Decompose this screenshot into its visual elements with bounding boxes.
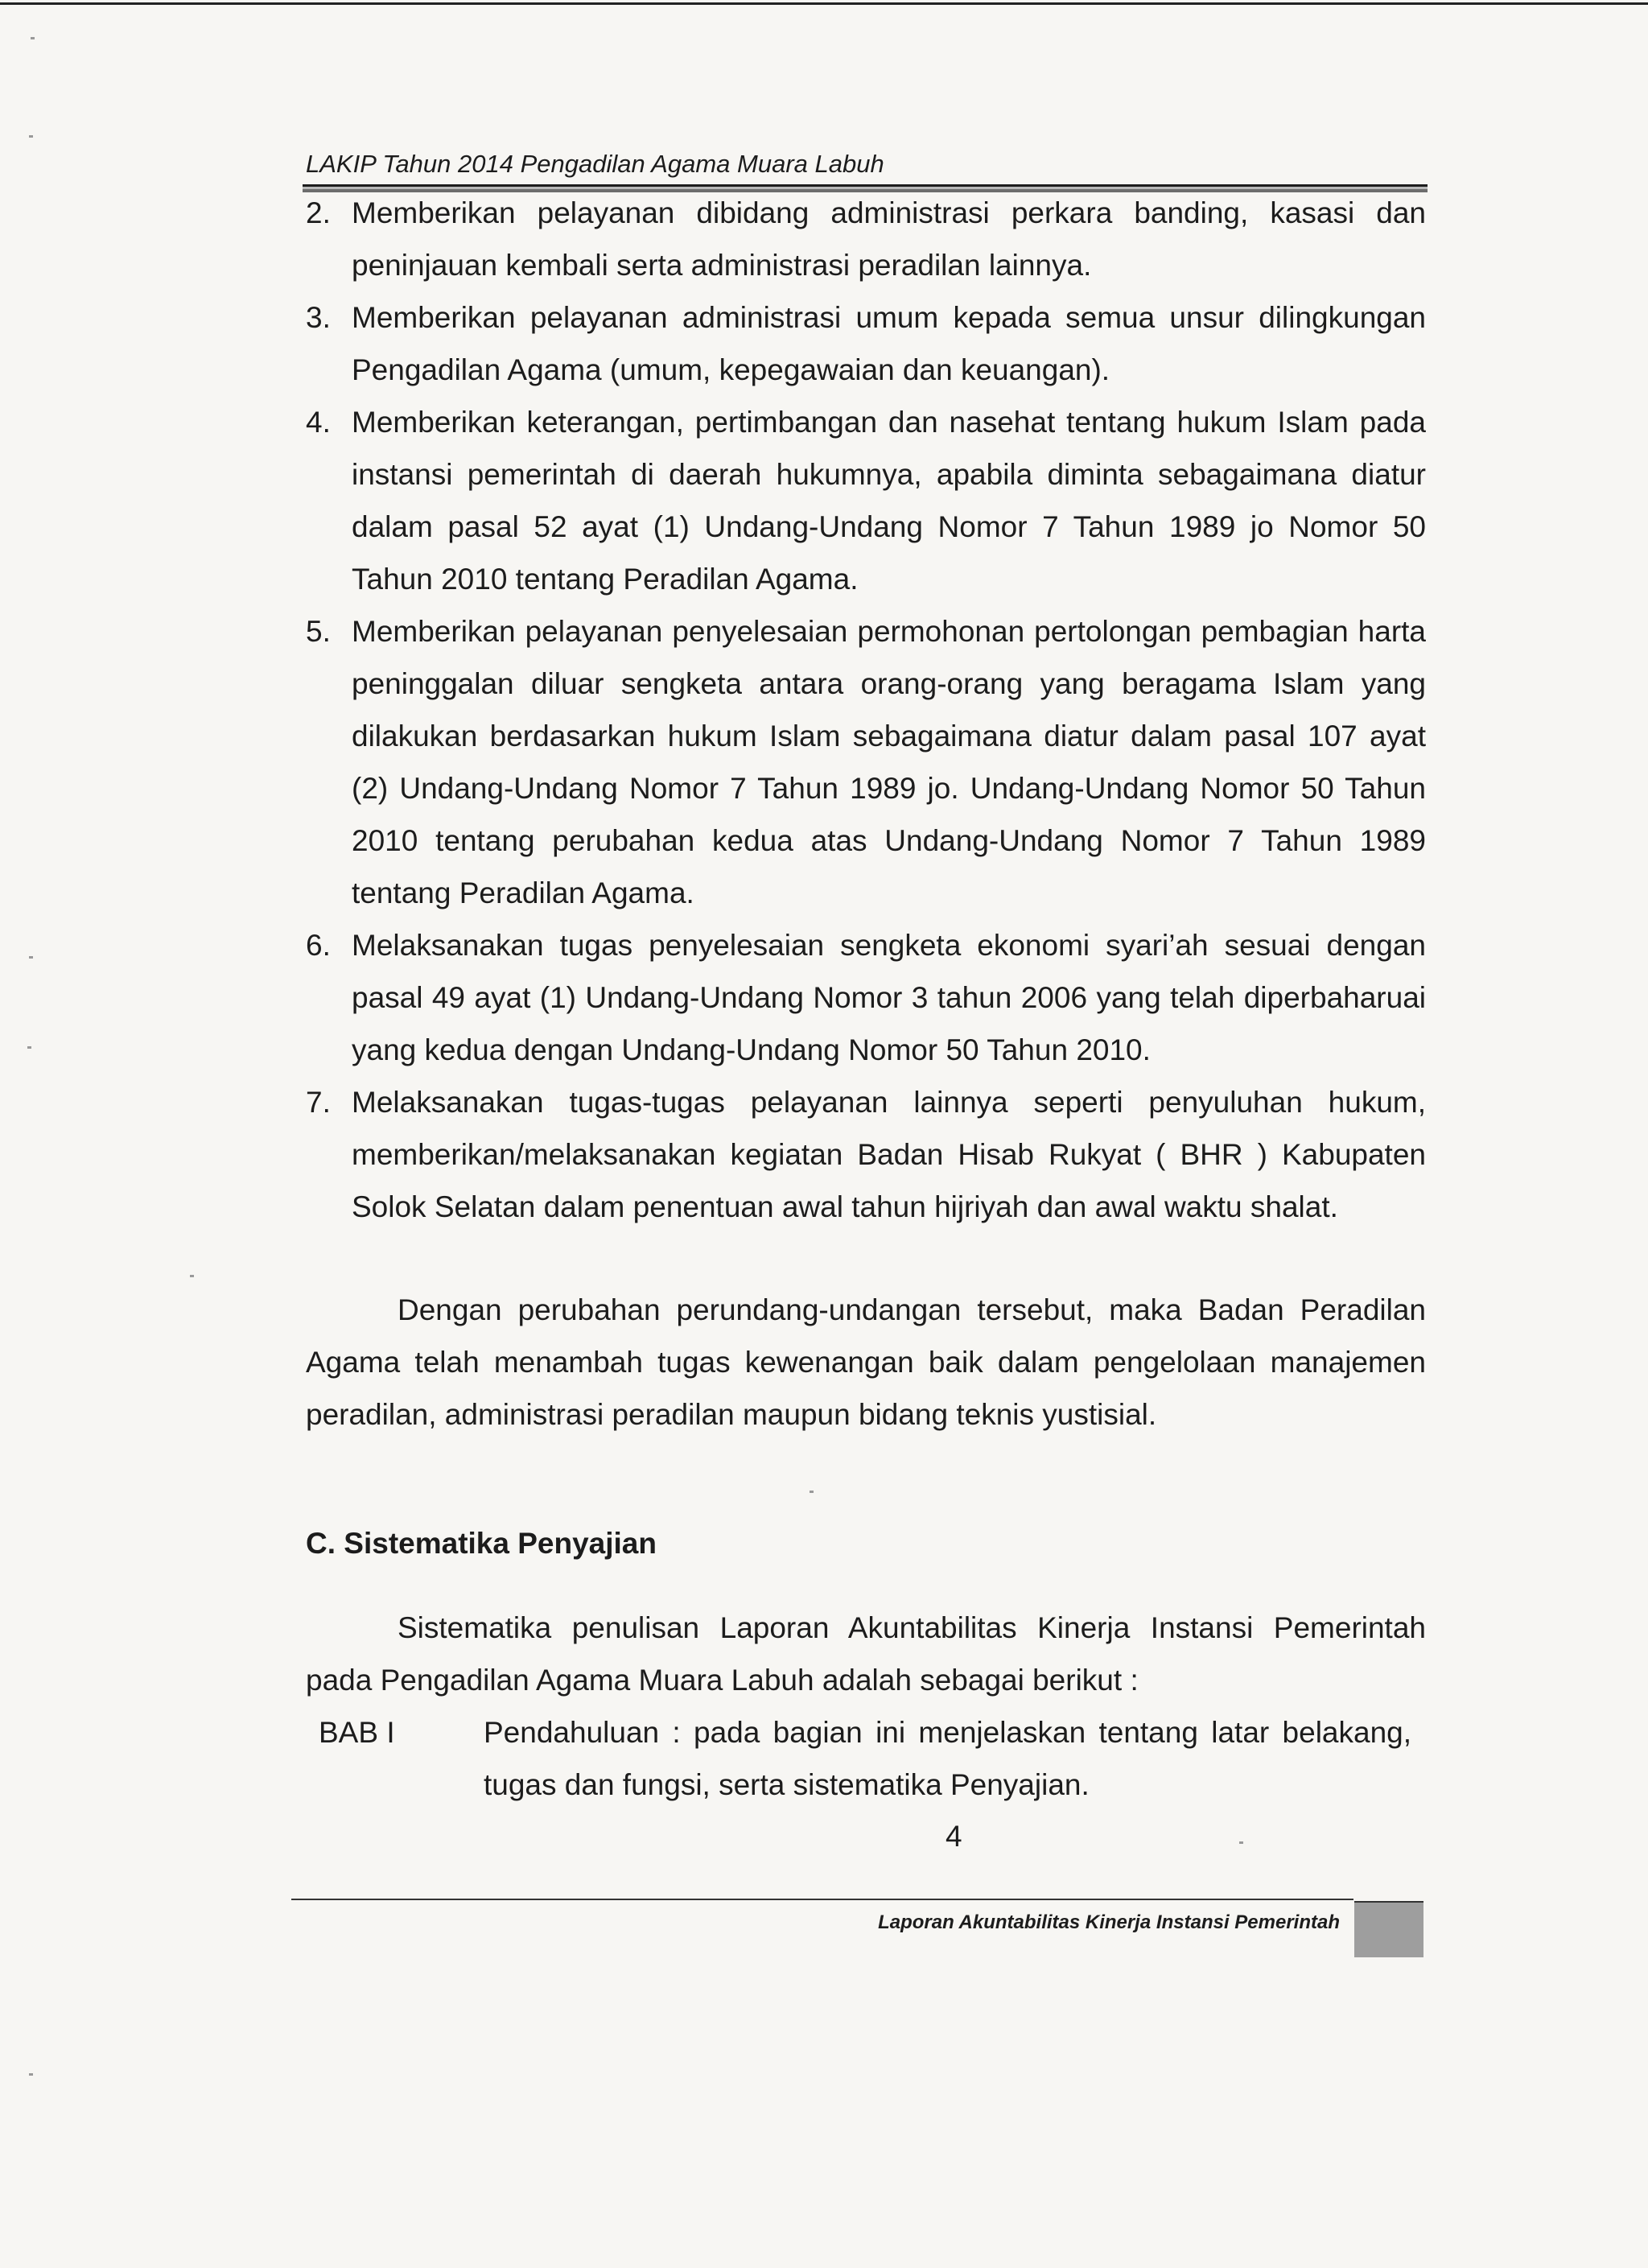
list-item: [306, 605, 1426, 919]
scan-speck: [31, 37, 35, 39]
list-item: [306, 187, 1426, 291]
list-item-text: Memberikan pelayanan administrasi umum kepada semua unsur dilingkungan Pengadilan Agama (umum, kepegawaian dan keuangan).: [352, 301, 1426, 386]
list-item: [306, 396, 1426, 605]
list-item-text: Memberikan keterangan, pertimbangan dan nasehat tentang hukum Islam pada instansi pemerintah di daerah hukumnya, apabila diminta sebagaimana diatur dalam pasal 52 ayat (1) Undang-Undang Nomor 7 Tahun 1989 jo Nomor 50 Tahun 2010 tentang Peradilan Agama.: [352, 406, 1426, 596]
list-item-number: 3.: [306, 301, 331, 334]
list-item: [306, 919, 1426, 1076]
bab-description: Pendahuluan : pada bagian ini menjelaskan tentang latar belakang, tugas dan fungsi, serta sistematika Penyajian.: [484, 1716, 1411, 1801]
scan-speck: [29, 2073, 33, 2076]
bab-label: BAB I: [319, 1716, 395, 1749]
list-item-text: Melaksanakan tugas penyelesaian sengketa ekonomi syari’ah sesuai dengan pasal 49 ayat (1) Undang-Undang Nomor 3 tahun 2006 yang telah diperbaharuai yang kedua dengan Undang-Undang Nomor 50 Tahun 2010.: [352, 929, 1426, 1066]
list-item-text: Melaksanakan tugas-tugas pelayanan lainnya seperti penyuluhan hukum, memberikan/melaksanakan kegiatan Badan Hisab Rukyat ( BHR ) Kabupaten Solok Selatan dalam penentuan awal tahun hijriyah dan awal waktu shalat.: [352, 1086, 1426, 1223]
list-item: [306, 1076, 1426, 1233]
list-item-text: Memberikan pelayanan dibidang administrasi perkara banding, kasasi dan peninjauan kembali serta administrasi peradilan lainnya.: [352, 196, 1426, 282]
footer-gray-block: [1354, 1901, 1423, 1957]
task-list: [306, 187, 1426, 1233]
list-item-number: 2.: [306, 196, 331, 229]
list-item-number: 6.: [306, 929, 331, 962]
scan-speck: [810, 1491, 814, 1493]
footer-rule: [291, 1899, 1353, 1900]
list-item-number: 4.: [306, 406, 331, 439]
scan-speck: [27, 1046, 31, 1049]
scan-speck: [190, 1275, 194, 1277]
paragraph-law-changes: Dengan perubahan perundang-undangan tersebut, maka Badan Peradilan Agama telah menambah tugas kewenangan baik dalam pengelolaan manajemen peradilan, administrasi peradilan maupun bidang teknis yustisial.: [306, 1293, 1426, 1431]
list-item-text: Memberikan pelayanan penyelesaian permohonan pertolongan pembagian harta peninggalan diluar sengketa antara orang-orang yang beragama Islam yang dilakukan berdasarkan hukum Islam sebagaimana diatur dalam pasal 107 ayat (2) Undang-Undang Nomor 7 Tahun 1989 jo. Undang-Undang Nomor 50 Tahun 2010 tentang perubahan kedua atas Undang-Undang Nomor 7 Tahun 1989 tentang Peradilan Agama.: [352, 615, 1426, 909]
bab-row: [306, 1706, 1426, 1811]
list-item-number: 5.: [306, 615, 331, 648]
paragraph-systematics: Sistematika penulisan Laporan Akuntabilitas Kinerja Instansi Pemerintah pada Pengadilan Agama Muara Labuh adalah sebagai berikut :: [306, 1611, 1426, 1697]
footer-text: Laporan Akuntabilitas Kinerja Instansi Pemerintah: [878, 1911, 1340, 1933]
page-number: 4: [946, 1820, 962, 1853]
section-heading: C. Sistematika Penyajian: [306, 1527, 657, 1560]
scan-speck: [29, 956, 33, 959]
page-content: [306, 187, 1426, 1811]
scan-speck: [1239, 1841, 1243, 1844]
scan-top-edge: [0, 2, 1648, 5]
running-header: LAKIP Tahun 2014 Pengadilan Agama Muara Labuh: [306, 150, 884, 178]
list-item: [306, 291, 1426, 396]
list-item-number: 7.: [306, 1086, 331, 1119]
scan-speck: [29, 135, 33, 138]
